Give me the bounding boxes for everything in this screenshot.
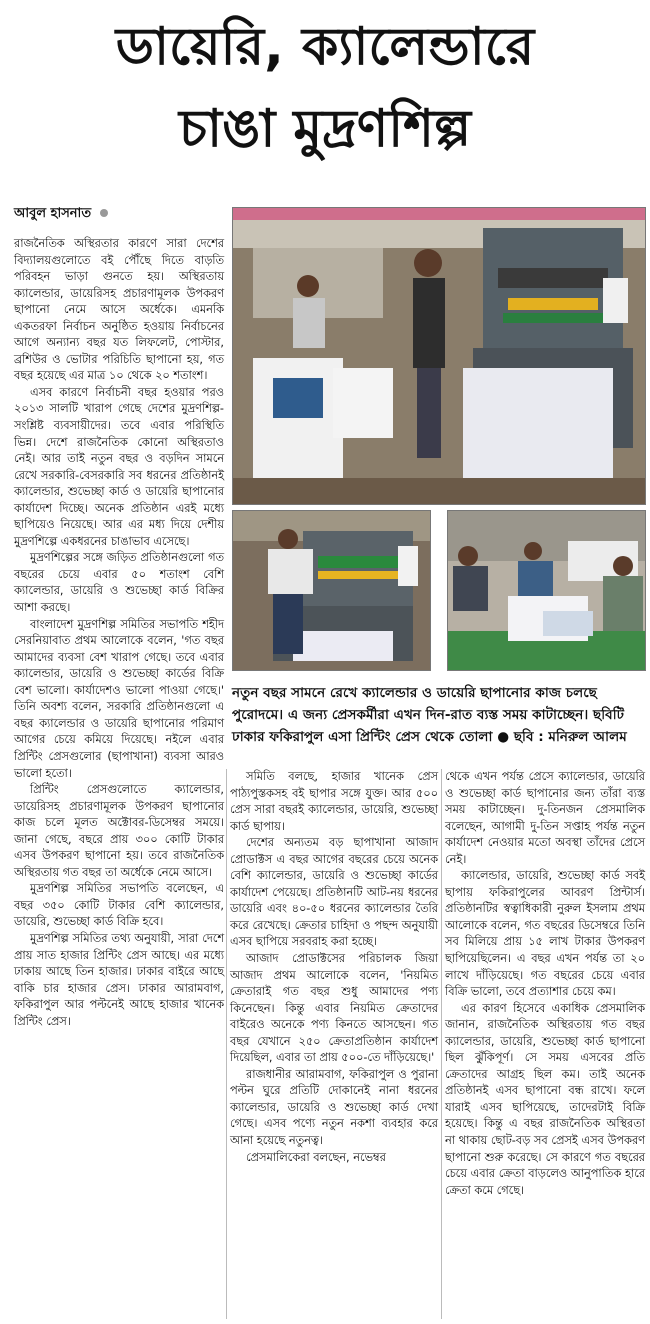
article-column-1 bbox=[14, 236, 224, 1030]
paragraph: রাজনৈতিক অস্থিরতার কারণে সারা দেশের বিদ্যালয়গুলোতে বই পৌঁছে দিতে বাড়তি পরিবহন ভাড়া গুনতে হয়। অস্থিরতায় ক্যালেন্ডার, ডায়েরিসহ প্রচারণামূলক উপকরণ ছাপানো নেমে আসে অর্ধেকে। এমনকি একতরফা নির্বাচন অনুষ্ঠিত হওয়ায় নির্বাচনের আগে অন্যান্য বছর যত লিফলেট, পোস্টার, ব্রশিউর ও ভোটার পরিচিতি ছাপানো হয়, গত বছর হয়েছে এর মাত্র ১০ থেকে ২০ শতাংশ। bbox=[14, 237, 224, 383]
bullet-dot bbox=[100, 209, 108, 217]
headline-line-1: ডায়েরি, ক্যালেন্ডারে bbox=[115, 17, 535, 77]
paragraph: ক্যালেন্ডার, ডায়েরি, শুভেচ্ছা কার্ড সবই ছাপায় ফকিরাপুলের আবরণ প্রিন্টার্স। প্রতিষ্ঠানটির স্বত্বাধিকারী নুরুল ইসলাম প্রথম আলোকে বলেন, গত বছরের ডিসেম্বরে তিনি সব মিলিয়ে প্রায় ১৫ লাখ টাকার উপকরণ ছাপিয়েছিলেন। এ বছর এখন পর্যন্ত তা ২০ লাখে দাঁড়িয়েছে। গত বছরের চেয়ে এবার বিক্রি ভালো, তবে প্রত্যাশার চেয়ে কম। bbox=[445, 869, 645, 999]
column-divider bbox=[441, 769, 442, 1319]
caption-text: নতুন বছর সামনে রেখে ক্যালেন্ডার ও ডায়েরি ছাপানোর কাজ চলছে পুরোদমে। এ জন্য প্রেসকর্মীরা এখন দিন-রাত ব্যস্ত সময় কাটাচ্ছেন। ছবিটি ঢাকার ফকিরাপুল এসা প্রিন্টিং প্রেস থেকে তোলা bbox=[232, 685, 624, 745]
column-divider bbox=[226, 769, 227, 1319]
photo-credit: ছবি : মনিরুল আলম bbox=[513, 729, 627, 745]
paragraph: বাংলাদেশ মুদ্রণশিল্প সমিতির সভাপতি শহীদ সেরনিয়াবাত প্রথম আলোকে বলেন, 'গত বছর আমাদের ব্যবসা বেশ খারাপ গেছে। তবে এবার ক্যালেন্ডার, ডায়েরি ও শুভেচ্ছা কার্ডের বিক্রি বেশ ভালো। কার্যাদেশও ভালো পাওয়া গেছে।' তিনি অবশ্য বলেন, সরকারি প্রতিষ্ঠানগুলো এ বছর ক্যালেন্ডার ও ডায়েরি ছাপানোর পরিমাণ আগের চেয়ে কমিয়ে দিয়েছে। নইলে এবার প্রিন্টিং প্রেসগুলোর (ছাপাখানা) ব্যবসা আরও ভালো হতো। bbox=[14, 617, 224, 780]
photo-workers-sorting bbox=[447, 510, 646, 671]
author-name: আবুল হাসনাত bbox=[14, 206, 92, 221]
headline-line-2: চাঙা মুদ্রণশিল্প bbox=[178, 99, 472, 159]
main-photo-printing-press bbox=[232, 207, 646, 505]
caption-dot: ● bbox=[497, 729, 514, 745]
paragraph: দেশের অন্যতম বড় ছাপাখানা আজাদ প্রোডাক্টস এ বছর আগের বছরের চেয়ে অনেক বেশি ক্যালেন্ডার, ডায়েরি ও শুভেচ্ছা কার্ডের কার্যাদেশ পেয়েছে। প্রতিষ্ঠানটি আট-নয় ধরনের ডায়েরি এবং ৪০-৫০ ধরনের ক্যালেন্ডার তৈরি করে রেখেছে। ক্রেতার চাহিদা ও পছন্দ অনুযায়ী এসব ছাপিয়ে সরবরাহ করা হচ্ছে। bbox=[230, 836, 438, 949]
paragraph: প্রেসমালিকেরা বলছেন, নভেম্বর bbox=[246, 1150, 386, 1164]
byline bbox=[14, 204, 108, 225]
article-column-2 bbox=[230, 769, 438, 1166]
paragraph: প্রিন্টিং প্রেসগুলোতে ক্যালেন্ডার, ডায়েরিসহ প্রচারণামূলক উপকরণ ছাপানোর কাজ চলে মূলত অক্টোবর-ডিসেম্বর সময়ে। জানা গেছে, বছরে প্রায় ৩০০ কোটি টাকার এসব উপকরণ ছাপানো হয়। তবে রাজনৈতিক অস্থিরতায় গত বছর তা অর্ধেকে নেমে আসে। bbox=[14, 783, 224, 879]
paragraph: এসব কারণে নির্বাচনী বছর হওয়ার পরও ২০১৩ সালটি খারাপ গেছে দেশের মুদ্রণশিল্প-সংশ্লিষ্ট ব্যবসায়ীদের। তবে এবার পরিস্থিতি ভিন্ন। দেশে রাজনৈতিক কোনো অস্থিরতাও নেই। আর তাই নতুন বছর ও বড়দিন সামনে রেখে সরকারি-বেসরকারি সব ধরনের প্রতিষ্ঠানই ক্যালেন্ডার, শুভেচ্ছা কার্ড ও ডায়েরি ছাপানোর কার্যাদেশ দিচ্ছে। অনেক প্রতিষ্ঠান এরই মধ্যে ছাপিয়েও নিয়েছে। আর এর মধ্য দিয়ে দেশীয় মুদ্রণশিল্পে একধরনের চাঙাভাব এসেছে। bbox=[14, 385, 224, 548]
article-column-3 bbox=[445, 769, 645, 1199]
photo-press-operator bbox=[232, 510, 431, 671]
paragraph: মুদ্রণশিল্প সমিতির সভাপতি বলেছেন, এ বছর ৩৫০ কোটি টাকার বেশি ক্যালেন্ডার, ডায়েরি, শুভেচ্ছা কার্ড বিক্রি হবে। bbox=[14, 882, 224, 929]
headline bbox=[0, 6, 650, 170]
paragraph: থেকে এখন পর্যন্ত প্রেসে ক্যালেন্ডার, ডায়েরি ও শুভেচ্ছা কার্ড ছাপানোর জন্য তাঁরা ব্যস্ত সময় কাটাচ্ছেন। দু-তিনজন প্রেসমালিক বলেছেন, আগামী দু-তিন সপ্তাহ পর্যন্ত নতুন কার্যাদেশ নেওয়ার মতো অবস্থা তাঁদের প্রেসে নেই। bbox=[445, 770, 645, 866]
paragraph: এর কারণ হিসেবে একাধিক প্রেসমালিক জানান, রাজনৈতিক অস্থিরতায় গত বছর ক্যালেন্ডার, ডায়েরি, শুভেচ্ছা কার্ড ছাপানো ছিল ঝুঁকিপূর্ণ। সে সময় এসবের প্রতি ক্রেতাদের আগ্রহ ছিল কম। তাই অনেক প্রতিষ্ঠানই এসব ছাপানো বন্ধ রাখে। ফলে যারাই এসব ছাপিয়েছে, তাদেরটাই বিক্রি হয়েছে। কিন্তু এ বছর রাজনৈতিক অস্থিরতা না থাকায় ছোট-বড় সব প্রেসই এসব উপকরণ ছাপানো শুরু করেছে। সে কারণে গত বছরের চেয়ে এবার ক্রেতা বাড়লেও আনুপাতিক হারে ক্রেতা কমে গেছে। bbox=[445, 1001, 645, 1197]
paragraph: রাজধানীর আরামবাগ, ফকিরাপুল ও পুরানা পল্টন ঘুরে প্রতিটি দোকানেই নানা ধরনের ক্যালেন্ডার, ডায়েরি ও শুভেচ্ছা কার্ড দেখা গেছে। এসব পণ্যে নতুন নকশা ব্যবহার করে আনা হয়েছে নতুনত্ব। bbox=[230, 1067, 438, 1148]
paragraph: আজাদ প্রোডাক্টসের পরিচালক জিয়া আজাদ প্রথম আলোকে বলেন, 'নিয়মিত ক্রেতারাই গত বছর শুধু আমাদের পণ্য কিনেছেন। কিন্তু এবার নিয়মিত ক্রেতাদের বাইরেও অনেকে পণ্য কিনতে আসছেন। গত বছর যেখানে ২৫০ ক্রেতাপ্রতিষ্ঠান কার্যাদেশ দিয়েছিল, এবার তা প্রায় ৫০০-তে দাঁড়িয়েছে।' bbox=[230, 952, 438, 1065]
paragraph: মুদ্রণশিল্পের সঙ্গে জড়িত প্রতিষ্ঠানগুলো গত বছরের চেয়ে এবার ৫০ শতাংশ বেশি ক্যালেন্ডার, ডায়েরি ও শুভেচ্ছা কার্ড বিক্রির আশা করছে। bbox=[14, 551, 224, 615]
paragraph: সমিতি বলছে, হাজার খানেক প্রেস পাঠ্যপুস্তকসহ বই ছাপার সঙ্গে যুক্ত। আর ৫০০ প্রেস সারা বছরই ক্যালেন্ডার, ডায়েরি, শুভেচ্ছা কার্ড ছাপায়। bbox=[230, 770, 438, 833]
paragraph: মুদ্রণশিল্প সমিতির তথ্য অনুযায়ী, সারা দেশে প্রায় সাত হাজার প্রিন্টিং প্রেস আছে। এর মধ্যে ঢাকায় আছে তিন হাজার। ঢাকার বাইরে আছে বাকি চার হাজার প্রেস। ঢাকার আরামবাগ, ফকিরাপুল আর পল্টনেই আছে হাজার খানেক প্রিন্টিং প্রেস। bbox=[14, 931, 224, 1028]
photo-caption bbox=[232, 682, 644, 748]
